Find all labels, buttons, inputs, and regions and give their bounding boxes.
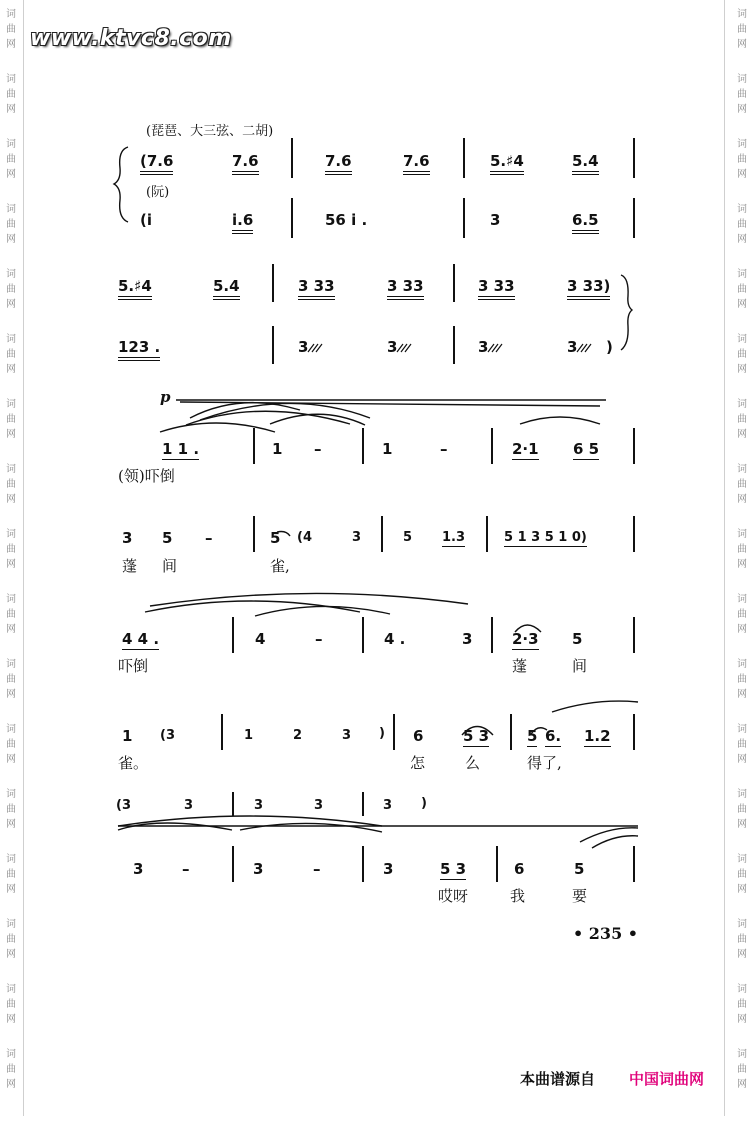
side-watermark-char: 词 [737, 854, 747, 865]
side-watermark-char: 网 [6, 1014, 16, 1025]
note: 5.4 [213, 277, 240, 300]
side-watermark-char: 曲 [737, 154, 747, 165]
note: 5 3 [463, 727, 490, 745]
side-watermark-char: 词 [6, 724, 16, 735]
side-watermark-char: 词 [737, 594, 747, 605]
lyric: 雀。 [118, 754, 149, 772]
side-watermark-char: 词 [6, 74, 16, 85]
side-watermark-char: 词 [737, 139, 747, 150]
barline [362, 846, 364, 882]
side-watermark-char: 曲 [737, 674, 747, 685]
side-watermark-char: 曲 [737, 219, 747, 230]
note: 3 [490, 211, 501, 229]
lyric: 哎呀 [438, 887, 469, 905]
side-watermark-char: 曲 [6, 219, 16, 230]
barline [232, 846, 234, 882]
side-watermark-char: 曲 [6, 804, 16, 815]
side-watermark-char: 词 [737, 789, 747, 800]
side-watermark-char: 曲 [737, 934, 747, 945]
barline [381, 516, 383, 552]
page-number: • 235 • [573, 924, 638, 943]
side-watermark-char: 词 [6, 139, 16, 150]
side-watermark-char: 网 [737, 559, 747, 570]
barline [491, 428, 493, 464]
note: (3 [160, 728, 175, 743]
side-watermark-char: 网 [6, 624, 16, 635]
side-watermark-char: 曲 [6, 609, 16, 620]
side-watermark-char: 词 [737, 9, 747, 20]
note: 3 33) [567, 277, 610, 300]
side-watermark-char: 曲 [6, 479, 16, 490]
side-watermark-char: 曲 [737, 89, 747, 100]
side-watermark-char: 词 [737, 724, 747, 735]
side-watermark-char: 曲 [6, 414, 16, 425]
instrument-lower-label: (阮) [146, 185, 170, 200]
instrument-upper-label: (琵琶、大三弦、二胡) [146, 124, 274, 139]
note: 4 4 . [122, 630, 160, 648]
side-watermark-char: 网 [737, 494, 747, 505]
side-watermark-char: 网 [6, 884, 16, 895]
side-watermark-char: 词 [737, 399, 747, 410]
side-watermark-char: 词 [6, 854, 16, 865]
note: 1.3 [442, 530, 466, 545]
lyric: (领)吓倒 [118, 467, 175, 485]
barline [393, 714, 395, 750]
side-watermark-char: 词 [6, 919, 16, 930]
note: 3 [478, 338, 489, 356]
barline [362, 428, 364, 464]
barline [633, 846, 635, 882]
side-watermark-char: 曲 [737, 804, 747, 815]
side-watermark-char: 词 [6, 984, 16, 995]
note: 3 [133, 860, 144, 878]
side-watermark-char: 词 [6, 464, 16, 475]
side-watermark-char: 曲 [737, 284, 747, 295]
lyric: 我 [510, 887, 526, 905]
side-watermark-char: 词 [737, 529, 747, 540]
side-watermark-char: 曲 [6, 544, 16, 555]
side-watermark-char: 网 [737, 949, 747, 960]
note: ) [379, 726, 385, 741]
lyric: 蓬 [122, 557, 138, 575]
barline [633, 714, 635, 750]
note: 3 [254, 798, 264, 813]
lyric: 间 [572, 657, 588, 675]
side-watermark-char: 词 [737, 464, 747, 475]
note: 3 33 [478, 277, 515, 300]
side-watermark-char: 词 [737, 269, 747, 280]
side-watermark-char: 网 [6, 949, 16, 960]
side-watermark-char: 网 [737, 104, 747, 115]
note: 3 [298, 338, 309, 356]
note: ) [606, 338, 613, 356]
side-watermark-char: 词 [6, 659, 16, 670]
side-watermark-char: 网 [737, 169, 747, 180]
note: 4 . [384, 630, 406, 648]
side-watermark-char: 网 [737, 234, 747, 245]
side-watermark-char: 词 [6, 204, 16, 215]
note: 5 [270, 529, 281, 547]
side-watermark-char: 曲 [737, 349, 747, 360]
side-watermark-char: 词 [737, 919, 747, 930]
side-watermark-char: 网 [737, 819, 747, 830]
side-watermark-char: 词 [6, 9, 16, 20]
side-watermark-char: 网 [6, 429, 16, 440]
side-watermark-char: 曲 [6, 934, 16, 945]
lyric: 雀, [270, 557, 290, 575]
side-watermark-char: 网 [6, 104, 16, 115]
barline [362, 617, 364, 653]
side-watermark-char: 曲 [6, 869, 16, 880]
side-watermark-char: 词 [737, 74, 747, 85]
side-watermark-char: 网 [737, 884, 747, 895]
side-watermark-char: 曲 [737, 999, 747, 1010]
note: ) [421, 796, 427, 811]
side-watermark-char: 网 [6, 169, 16, 180]
side-watermark-char: 词 [737, 659, 747, 670]
lyric: 蓬 [512, 657, 528, 675]
note: 5 [162, 529, 173, 547]
note: 1 [244, 728, 254, 743]
note: – [315, 630, 323, 648]
side-watermark-char: 曲 [6, 24, 16, 35]
side-watermark-char: 网 [6, 494, 16, 505]
source-label: 本曲谱源自 [520, 1070, 596, 1088]
lyric: 得了, [527, 754, 562, 772]
barline [510, 714, 512, 750]
side-watermark-char: 词 [6, 594, 16, 605]
note: 3 [352, 530, 362, 545]
note: 123 . [118, 338, 160, 361]
side-watermark-char: 词 [6, 399, 16, 410]
note: – [440, 440, 448, 458]
side-watermark-char: 曲 [737, 869, 747, 880]
note: 7.6 [325, 152, 352, 175]
note: – [205, 529, 213, 547]
side-watermark-char: 曲 [6, 89, 16, 100]
source-site-link[interactable]: 中国词曲网 [629, 1070, 705, 1088]
dynamic-mark: p [160, 388, 171, 406]
note: 1 1 . [162, 440, 200, 458]
note: 2·1 [512, 440, 539, 458]
note: 5 [403, 530, 413, 545]
note: 3 33 [387, 277, 424, 300]
side-watermark-char: 曲 [6, 674, 16, 685]
lyric: 吓倒 [118, 657, 149, 675]
side-watermark-char: 网 [737, 624, 747, 635]
note: 1 [272, 440, 283, 458]
note: 1.2 [584, 727, 611, 745]
side-watermark-char: 曲 [6, 999, 16, 1010]
side-watermark-char: 词 [6, 334, 16, 345]
note: 5.♯4 [490, 152, 524, 175]
side-watermark-char: 网 [6, 754, 16, 765]
note: 3 [184, 798, 194, 813]
side-watermark-char: 网 [6, 364, 16, 375]
side-watermark-char: 网 [737, 429, 747, 440]
side-watermark-char: 网 [737, 689, 747, 700]
side-watermark-char: 网 [737, 299, 747, 310]
note: – [182, 860, 190, 878]
site-watermark: www.ktvc8.com [30, 26, 232, 51]
note: – [314, 440, 322, 458]
note: 6 [413, 727, 424, 745]
note: (7.6 [140, 152, 173, 175]
side-watermark-char: 词 [737, 1049, 747, 1060]
side-watermark-char: 曲 [737, 414, 747, 425]
side-watermark-char: 词 [737, 204, 747, 215]
barline [633, 428, 635, 464]
side-watermark-char: 词 [6, 269, 16, 280]
side-watermark-char: 网 [6, 299, 16, 310]
side-watermark-char: 网 [737, 39, 747, 50]
side-watermark-char: 网 [6, 234, 16, 245]
note: 6 [514, 860, 525, 878]
note: (3 [116, 798, 131, 813]
note: 1 [122, 727, 133, 745]
side-watermark-char: 词 [737, 334, 747, 345]
side-watermark-char: 曲 [737, 1064, 747, 1075]
side-watermark-char: 曲 [6, 739, 16, 750]
side-watermark-char: 网 [737, 1079, 747, 1090]
side-watermark-char: 曲 [737, 24, 747, 35]
side-watermark-char: 词 [6, 1049, 16, 1060]
side-watermark-char: 曲 [6, 349, 16, 360]
barline [491, 617, 493, 653]
note: 3 [342, 728, 352, 743]
side-watermark-char: 曲 [6, 154, 16, 165]
side-watermark-char: 曲 [737, 609, 747, 620]
side-watermark-char: 词 [6, 789, 16, 800]
note: 5 [527, 727, 538, 745]
side-watermark-char: 网 [737, 364, 747, 375]
note: 3 [462, 630, 473, 648]
lyric: 间 [162, 557, 178, 575]
side-watermark-char: 曲 [6, 284, 16, 295]
side-watermark-char: 网 [6, 1079, 16, 1090]
note: 3 [387, 338, 398, 356]
barline [633, 516, 635, 552]
note: 2·3 [512, 630, 539, 648]
note: 3 [314, 798, 324, 813]
note: 5 3 [440, 860, 467, 878]
note: 2 [293, 728, 303, 743]
note: i.6 [232, 211, 253, 234]
note: 5 [574, 860, 585, 878]
lyric: 怎 [410, 754, 426, 772]
note: 3 [253, 860, 264, 878]
note: 6. [545, 727, 562, 745]
side-watermark-char: 网 [737, 1014, 747, 1025]
barline [486, 516, 488, 552]
barline [496, 846, 498, 882]
side-watermark-char: 网 [6, 689, 16, 700]
side-watermark-char: 网 [6, 819, 16, 830]
note: (4 [297, 530, 312, 545]
barline [253, 428, 255, 464]
note: 7.6 [403, 152, 430, 175]
barline [253, 516, 255, 552]
note: 3 33 [298, 277, 335, 300]
note: 5.♯4 [118, 277, 152, 300]
note: 5.4 [572, 152, 599, 175]
note: 7.6 [232, 152, 259, 175]
side-watermark-char: 曲 [737, 479, 747, 490]
note: 3 [567, 338, 578, 356]
barline [362, 792, 364, 816]
side-watermark-char: 曲 [737, 544, 747, 555]
note: 3 [383, 860, 394, 878]
note: (i [140, 211, 152, 229]
lyric: 么 [465, 754, 481, 772]
lyric: 要 [572, 887, 588, 905]
side-watermark-char: 网 [6, 39, 16, 50]
note: 56 i . [325, 211, 368, 229]
note: 1 [382, 440, 393, 458]
note: 5 [572, 630, 583, 648]
note: 5 1 3 5 1 0) [504, 530, 587, 545]
side-watermark-char: 网 [737, 754, 747, 765]
note: 4 [255, 630, 266, 648]
note: 6 5 [573, 440, 600, 458]
side-watermark-char: 词 [6, 529, 16, 540]
barline [232, 792, 234, 816]
side-watermark-char: 网 [6, 559, 16, 570]
barline [221, 714, 223, 750]
note: 6.5 [572, 211, 599, 234]
note: 3 [383, 798, 393, 813]
barline [633, 617, 635, 653]
barline [232, 617, 234, 653]
note: – [313, 860, 321, 878]
note: 3 [122, 529, 133, 547]
side-watermark-char: 曲 [6, 1064, 16, 1075]
side-watermark-char: 曲 [737, 739, 747, 750]
side-watermark-char: 词 [737, 984, 747, 995]
